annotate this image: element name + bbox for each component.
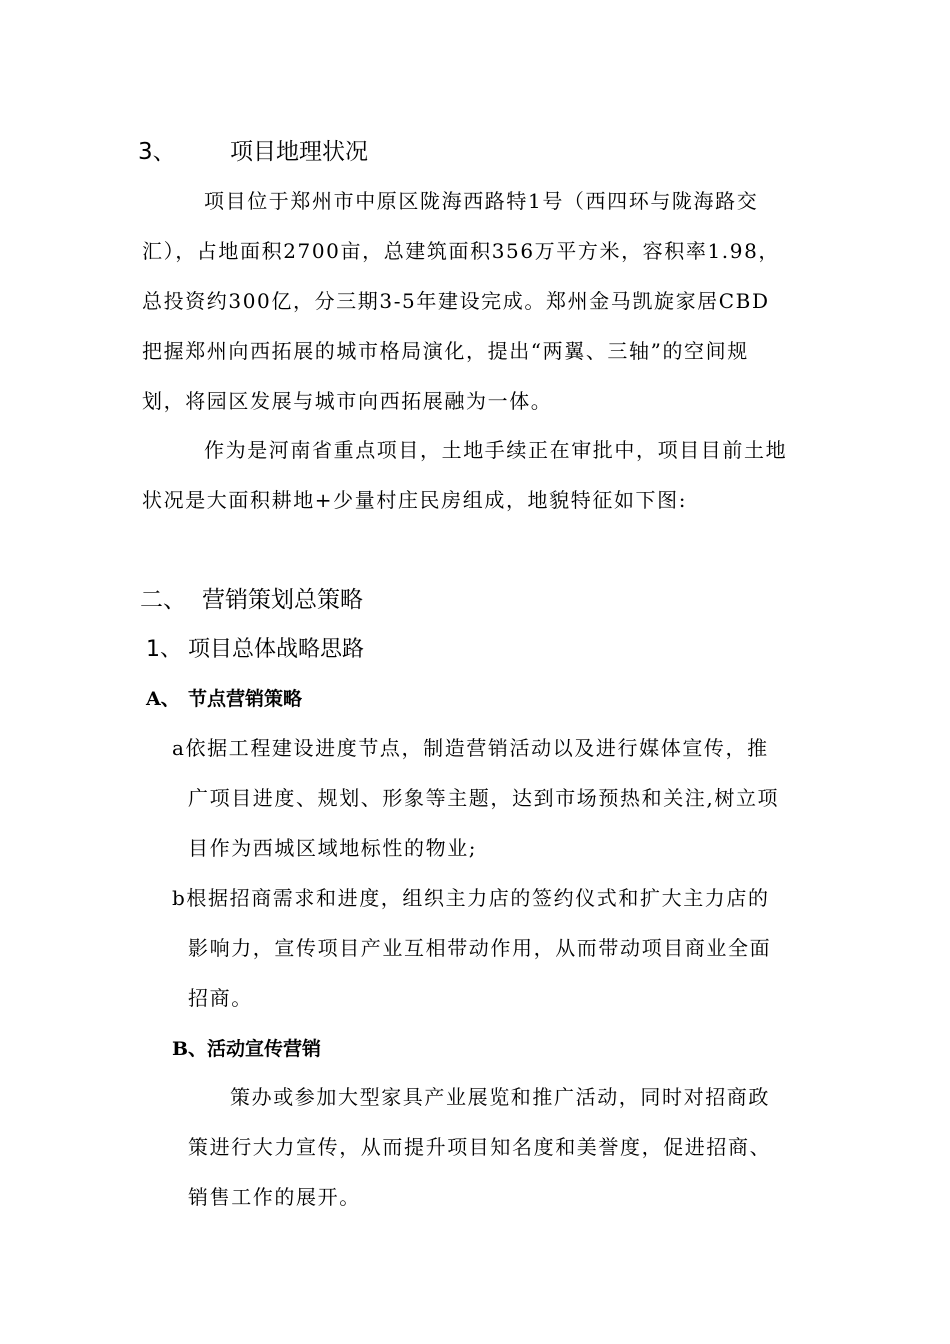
paragraph-line: 销售工作的展开。 (188, 1185, 361, 1209)
paragraph-line: 作为是河南省重点项目，土地手续正在审批中，项目目前土地 (204, 438, 788, 462)
list-item-line: 招商。 (188, 986, 253, 1010)
section-heading-a (146, 685, 302, 713)
chapter-heading-2 (140, 586, 363, 614)
chapter-title: 营销策划总策略 (202, 587, 363, 613)
subsection-title: 项目总体战略思路 (188, 637, 365, 662)
section-number: A、 (146, 688, 180, 710)
list-item-line: a依据工程建设进度节点，制造营销活动以及进行媒体宣传，推 (172, 736, 769, 760)
paragraph-line: 划，将园区发展与城市向西拓展融为一体。 (142, 389, 553, 413)
chapter-number: 二、 (140, 587, 186, 613)
paragraph-line: 总投资约300亿，分三期3-5年建设完成。郑州金马凯旋家居CBD (142, 289, 770, 313)
section-title: 节点营销策略 (188, 688, 303, 710)
subsection-number: 1、 (146, 637, 182, 662)
list-item-line: b根据招商需求和进度，组织主力店的签约仪式和扩大主力店的 (172, 886, 770, 910)
section-title: 项目地理状况 (230, 139, 368, 165)
list-item-line: 影响力，宣传项目产业互相带动作用，从而带动项目商业全面 (188, 936, 772, 960)
section-number: 3、 (138, 139, 176, 165)
paragraph-line: 策进行大力宣传，从而提升项目知名度和美誉度，促进招商、 (188, 1135, 772, 1159)
section-heading-b: B、活动宣传营销 (172, 1038, 322, 1060)
list-item-line: 目作为西城区域地标性的物业; (188, 836, 478, 860)
paragraph-line: 项目位于郑州市中原区陇海西路特1号（西四环与陇海路交 (204, 189, 759, 213)
list-item-line: 广项目进度、规划、形象等主题，达到市场预热和关注,树立项 (188, 786, 780, 810)
paragraph-line: 状况是大面积耕地+少量村庄民房组成，地貌特征如下图: (142, 488, 688, 512)
subsection-heading-1 (146, 636, 364, 664)
section-heading-3 (138, 138, 368, 166)
paragraph-line: 汇），占地面积2700亩，总建筑面积356万平方米，容积率1.98， (142, 239, 781, 263)
paragraph-line: 策办或参加大型家具产业展览和推广活动，同时对招商政 (230, 1085, 770, 1109)
paragraph-line: 把握郑州向西拓展的城市格局演化，提出“两翼、三轴”的空间规 (142, 339, 749, 363)
